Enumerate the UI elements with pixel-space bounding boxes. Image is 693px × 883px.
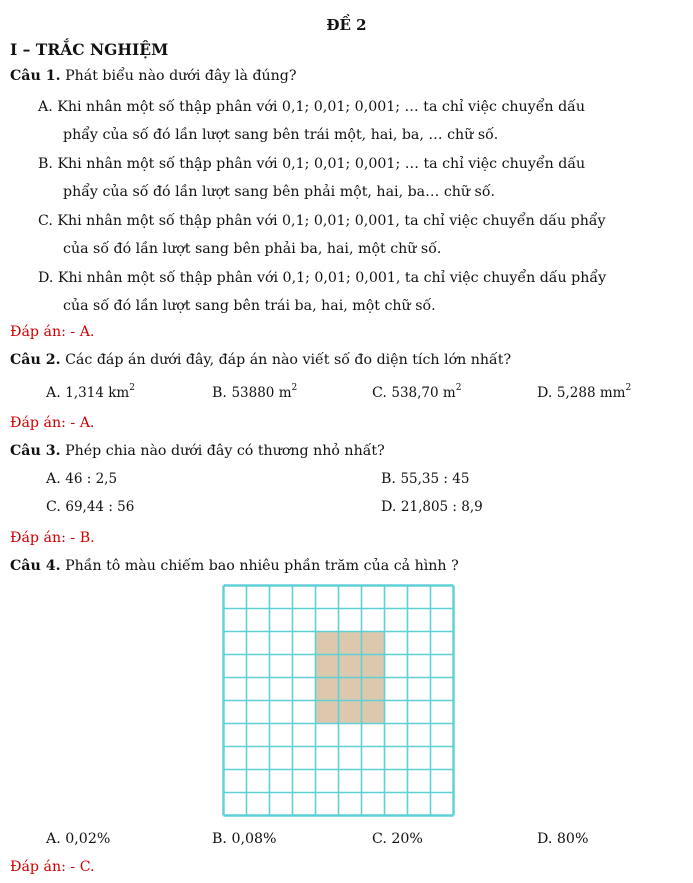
option-value: 69,44 : 56 (65, 499, 135, 515)
q4-option-a: A. 0,02% (46, 831, 111, 847)
q3-option-b (381, 469, 469, 489)
q2-option-b (212, 383, 297, 403)
question-label: Câu 4. (10, 558, 61, 574)
option-letter: B. (381, 471, 396, 487)
option-exponent: 2 (455, 383, 462, 393)
section-heading: I – TRẮC NGHIỆM (10, 40, 169, 59)
question-3 (10, 441, 385, 461)
option-letter: D. (537, 385, 553, 401)
option-value: 5,288 mm (556, 385, 626, 401)
question-text: Phép chia nào dưới đây có thương nhỏ nhất? (65, 443, 385, 459)
option-value: 538,70 m (391, 385, 456, 401)
question-label: Câu 3. (10, 443, 61, 459)
q4-option-c: C. 20% (372, 831, 423, 847)
q1-option-a-line2: phẩy của số đó lần lượt sang bên trái một, hai, ba, … chữ số. (63, 127, 499, 143)
q1-option-b-line1: B. Khi nhân một số thập phân với 0,1; 0,01; 0,001; … ta chỉ việc chuyển dấu (38, 156, 586, 172)
q2-option-a (46, 383, 135, 403)
option-value: 53880 m (231, 385, 292, 401)
question-text: Các đáp án dưới đây, đáp án nào viết số đo diện tích lớn nhất? (65, 352, 512, 368)
option-letter: A. (46, 471, 61, 487)
option-letter: A. (46, 385, 61, 401)
q1-option-d-line1: D. Khi nhân một số thập phân với 0,1; 0,01; 0,001, ta chỉ việc chuyển dấu phẩy (38, 270, 607, 286)
option-letter: D. (381, 499, 397, 515)
option-exponent: 2 (291, 383, 298, 393)
q1-answer: Đáp án: - A. (10, 324, 95, 340)
question-2 (10, 350, 511, 370)
percentage-grid-figure (222, 584, 455, 817)
question-4 (10, 556, 459, 576)
q1-option-a-line1: A. Khi nhân một số thập phân với 0,1; 0,01; 0,001; … ta chỉ việc chuyển dấu (38, 99, 585, 115)
exam-title: ĐỀ 2 (326, 16, 367, 34)
option-value: 55,35 : 45 (400, 471, 470, 487)
question-text: Phát biểu nào dưới đây là đúng? (65, 68, 297, 84)
q4-option-b: B. 0,08% (212, 831, 277, 847)
option-exponent: 2 (129, 383, 135, 393)
option-letter: C. (46, 499, 61, 515)
q2-answer: Đáp án: - A. (10, 415, 95, 431)
q3-answer: Đáp án: - B. (10, 530, 95, 546)
q4-option-d: D. 80% (537, 831, 589, 847)
option-value: 46 : 2,5 (65, 471, 118, 487)
grid-svg (222, 584, 455, 817)
q1-option-c-line1: C. Khi nhân một số thập phân với 0,1; 0,01; 0,001, ta chỉ việc chuyển dấu phẩy (38, 213, 606, 229)
question-1 (10, 66, 297, 86)
q3-option-a (46, 469, 117, 489)
question-label: Câu 1. (10, 68, 61, 84)
option-letter: B. (212, 385, 227, 401)
q2-option-d (537, 383, 631, 403)
question-text: Phần tô màu chiếm bao nhiêu phần trăm của cả hình ? (65, 558, 459, 574)
option-letter: C. (372, 385, 387, 401)
q2-option-c (372, 383, 461, 403)
option-exponent: 2 (625, 383, 632, 393)
option-value: 1,314 km (65, 385, 130, 401)
q1-option-b-line2: phẩy của số đó lần lượt sang bên phải một, hai, ba… chữ số. (63, 184, 496, 200)
q1-option-d-line2: của số đó lần lượt sang bên trái ba, hai, một chữ số. (63, 298, 436, 314)
q4-answer: Đáp án: - C. (10, 859, 95, 875)
question-label: Câu 2. (10, 352, 61, 368)
q3-option-c (46, 497, 134, 517)
option-value: 21,805 : 8,9 (400, 499, 483, 515)
q3-option-d (381, 497, 483, 517)
q1-option-c-line2: của số đó lần lượt sang bên phải ba, hai, một chữ số. (63, 241, 442, 257)
